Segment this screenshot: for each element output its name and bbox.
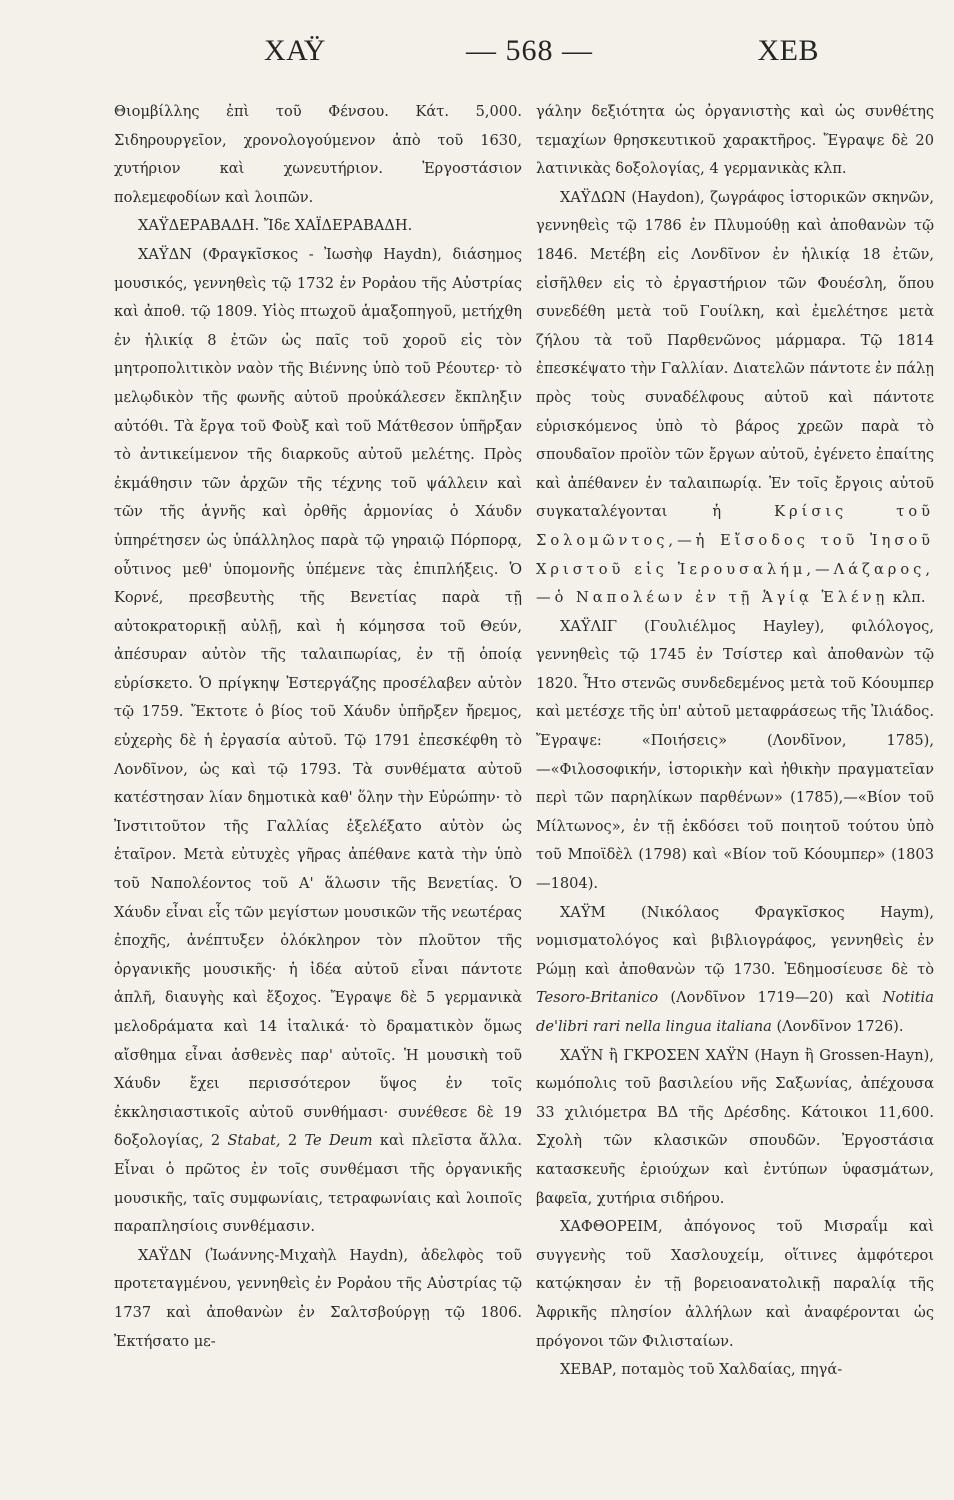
running-head-left: ΧΑΫ: [264, 34, 326, 67]
entry-chafthoreim: ΧΑΦΘΟΡΕΙΜ, ἀπόγονος τοῦ Μισραΐμ καὶ συγγενὴς τοῦ Χασλουχείμ, οἵτινες ἀμφότεροι κατῴκησαν ἐν τῇ βορειοανατολικῇ παραλίᾳ τῆς Ἀφρικῆς πλησίον ἀλλήλων καὶ ἀναφέρονται ὡς πρόγονοι τῶν Φιλισταίων.: [536, 1218, 934, 1350]
italic-tesoro-britanico: Tesoro-Britanico: [536, 989, 659, 1007]
text-fragment: 2: [280, 1132, 305, 1150]
paragraph-continuation: γάλην δεξιότητα ὡς ὀργανιστὴς καὶ ὡς συνθέτης τεμαχίων θρησκευτικοῦ χαρακτῆρος. Ἔγραψε δὲ 20 λατινικὰς δοξολογίας, 4 γερμανικὰς κλπ.: [536, 103, 934, 178]
right-column: [536, 98, 934, 1385]
spaced-works-list: ἡ Κρίσις τοῦ Σολομῶντος,—ἡ Εἴσοδος τοῦ Ἰησοῦ Χριστοῦ εἰς Ἱερουσαλήμ,—Λάζαρος,—ὁ Ναπολέων ἐν τῇ Ἁγίᾳ Ἑλένῃ: [536, 503, 934, 607]
entry-chaideravadi: ΧΑΫΔΕΡΑΒΑΔΗ. Ἴδε ΧΑΪΔΕΡΑΒΑΔΗ.: [138, 217, 413, 235]
paragraph-continuation: Θιομβίλλης ἐπὶ τοῦ Φένσου. Κάτ. 5,000. Σιδηρουργεῖον, χρονολογούμενον ἀπὸ τοῦ 1630, χυτήριον καὶ χωνευτήριον. Ἐργοστάσιον πολεμεφοδίων καὶ λοιπῶν.: [114, 103, 522, 206]
entry-haydn-joseph: [114, 241, 522, 1242]
italic-te-deum: Te Deum: [304, 1132, 373, 1150]
entry-hayn: ΧΑΫΝ ἢ ΓΚΡΟΣΕΝ ΧΑΫΝ (Hayn ἢ Grossen-Hayn), κωμόπολις τοῦ βασιλείου νῆς Σαξωνίας, ἀπέχουσα 33 χιλιόμετρα ΒΔ τῆς Δρέσδης. Κάτοικοι 11,600. Σχολὴ τῶν κλασικῶν σπουδῶν. Ἐργοστάσια κατασκευῆς ἐριούχων καὶ ἐντύπων ὑφασμάτων, βαφεῖα, χυτήρια σιδήρου.: [536, 1046, 934, 1207]
text-fragment: (Λονδῖνον 1726).: [771, 1018, 904, 1035]
italic-notitia: Notitia de'libri rari nella lingua italiana: [536, 989, 934, 1035]
text-fragment: καὶ πλεῖστα ἄλλα. Εἶναι ὁ πρῶτος ἐν τοῖς συνθέμασι τῆς ὀργανικῆς μουσικῆς, ταῖς συμφωνίαις, τετραφωνίαις καὶ λοιποῖς παραπλησίοις συνθέμασιν.: [114, 1132, 522, 1236]
entry-haydon: [536, 184, 934, 613]
entry-hayley: ΧΑΫΛΙΓ (Γουλιέλμος Hayley), φιλόλογος, γεννηθεὶς τῷ 1745 ἐν Τσίστερ καὶ ἀποθανὼν τῷ 1820. Ἦτο στενῶς συνδεδεμένος μετὰ τοῦ Κόουμπερ καὶ μετέσχε τῆς ὑπ' αὐτοῦ μεταφράσεως τῆς Ἰλιάδος. Ἔγραψε: «Ποιήσεις» (Λονδῖνον, 1785),—«Φιλοσοφικήν, ἱστορικὴν καὶ ἠθικὴν πραγματεῖαν περὶ τῶν παρηλίκων παρθένων» (1785),—«Βίον τοῦ Μίλτωνος», ἐν τῇ ἐκδόσει τοῦ ποιητοῦ τούτου ὑπὸ τοῦ Μποϊδὲλ (1798) καὶ «Βίον τοῦ Κόουμπερ» (1803—1804).: [536, 617, 934, 893]
page-header: [110, 34, 839, 82]
left-column: [114, 98, 522, 1356]
entry-haym: [536, 899, 934, 1042]
entry-haydn-michael: ΧΑΫΔΝ (Ἰωάννης-Μιχαὴλ Haydn), ἀδελφὸς τοῦ προτεταγμένου, γεννηθεὶς ἐν Ρορἀου τῆς Αὐστρίας τῷ 1737 καὶ ἀποθανὼν ἐν Σαλτσβούργῃ τῷ 1806. Ἐκτήσατο με-: [114, 1246, 522, 1350]
text-fragment: (Λονδῖνον 1719—20) καὶ: [658, 989, 883, 1007]
italic-stabat: Stabat,: [227, 1132, 281, 1150]
page-number: — 568 —: [466, 34, 593, 67]
running-head-right: ΧΕΒ: [757, 34, 819, 67]
text-fragment: κλπ.: [888, 589, 926, 607]
entry-chevar: ΧΕΒΑΡ, ποταμὸς τοῦ Χαλδαίας, πηγά-: [560, 1361, 843, 1379]
entry-haydn-joseph-text: ΧΑΫΔΝ (Φραγκῖσκος - Ἰωσὴφ Haydn), διάσημος μουσικός, γεννηθεὶς τῷ 1732 ἐν Ρορἀου τῆς Αὐστρίας καὶ ἀποθ. τῷ 1809. Υἱὸς πτωχοῦ ἁμαξοπηγοῦ, μετήχθη ἐν ἡλικίᾳ 8 ἐτῶν ὡς παῖς τοῦ χοροῦ εἰς τὸν μητροπολιτικὸν ναὸν τῆς Βιέννης ὑπὸ τοῦ Ρέουτερ· τὸ μελῳδικὸν τῆς φωνῆς αὐτοῦ προὐκάλεσεν ἔκπληξιν αὐτόθι. Τὰ ἔργα τοῦ Φοὺξ καὶ τοῦ Μάτθεσον ὑπῆρξαν τὸ ἀντικείμενον τῆς διαρκοῦς αὐτοῦ μελέτης. Πρὸς ἐκμάθησιν τῶν ἀρχῶν τῆς τέχνης τοῦ ψάλλειν καὶ τῶν τῆς ἁγνῆς καὶ ὀρθῆς ἁρμονίας ὁ Χάυδν ὑπηρέτησεν ὡς ὑπάλληλος παρὰ τῷ γηραιῷ Πόρπορᾳ, οὗτινος μεθ' ὑπομονῆς ὑπέμενε τὰς ἐπιπλήξεις. Ὁ Κορνέ, πρεσβευτὴς τῆς Βενετίας παρὰ τῇ αὐτοκρατορικῇ αὐλῇ, καὶ ἡ κόμησσα τοῦ Θεύν, ἀπέσυραν αὐτὸν τῆς ταλαιπωρίας, ἐν τῇ ὁποίᾳ εὑρίσκετο. Ὁ πρίγκηψ Ἐστεργάζης προσέλαβεν αὐτὸν τῷ 1759. Ἔκτοτε ὁ βίος τοῦ Χάυδν ὑπῆρξεν ἤρεμος, εὐχερὴς δὲ ἡ ἐργασία αὐτοῦ. Τῷ 1791 ἐπεσκέφθη τὸ Λονδῖνον, ὡς καὶ τῷ 1793. Τὰ συνθέματα αὐτοῦ κατέστησαν λίαν δημοτικὰ καθ' ὅλην τὴν Εὐρώπην· τὸ Ἰνστιτοῦτον τῆς Γαλλίας ἐξελέξατο αὐτὸν ὡς ἑταῖρον. Μετὰ εὐτυχὲς γῆρας ἀπέθανε κατὰ τὴν ὑπὸ τοῦ Ναπολέοντος τοῦ Α' ἅλωσιν τῆς Βενετίας. Ὁ Χάυδν εἶναι εἷς τῶν μεγίστων μουσικῶν τῆς νεωτέρας ἐποχῆς, ἀνέπτυξεν ὁλόκληρον τὸν πλοῦτον τῆς ὀργανικῆς μουσικῆς· ἡ ἰδέα αὐτοῦ εἶναι πάντοτε ἁπλῆ, διαυγὴς καὶ ἔξοχος. Ἔγραψε δὲ 5 γερμανικὰ μελοδράματα καὶ 14 ἰταλικά· τὸ δραματικὸν ὅμως αἴσθημα εἶναι ἀσθενὲς παρ' αὐτοῖς. Ἡ μουσικὴ τοῦ Χάυδν ἔχει περισσότερον ὕψος ἐν τοῖς ἐκκλησιαστικοῖς αὐτοῦ συνθήμασι· συνέθεσε δὲ 19 δοξολογίας, 2: [114, 245, 522, 1150]
entry-haydon-text: ΧΑΫΔΩΝ (Haydon), ζωγράφος ἱστορικῶν σκηνῶν, γεννηθεὶς τῷ 1786 ἐν Πλυμούθῃ καὶ ἀποθανὼν τῷ 1846. Μετέβη εἰς Λονδῖνον ἐν ἡλικίᾳ 18 ἐτῶν, εἰσῆλθεν εἰς τὸ ἐργαστήριον τῶν Φουέσλη, ὅπου συνεδέθη μετὰ τοῦ Γουίλκη, καὶ ἐμελέτησε μετὰ ζήλου τὰ τοῦ Παρθενῶνος μάρμαρα. Τῷ 1814 ἐπεσκέψατο τὴν Γαλλίαν. Διατελῶν πάντοτε ἐν πάλῃ πρὸς τοὺς συναδέλφους αὐτοῦ καὶ πάντοτε εὑρισκόμενος ὑπὸ τὸ βάρος χρεῶν παρὰ τὸ σπουδαῖον προϊὸν τῶν ἔργων αὐτοῦ, ἐγένετο ἐπαίτης καὶ ἀπέθανεν ἐν ταλαιπωρίᾳ. Ἐν τοῖς ἔργοις αὐτοῦ συγκαταλέγονται: [536, 188, 934, 521]
entry-haym-text: ΧΑΫΜ (Νικόλαος Φραγκῖσκος Haym), νομισματολόγος καὶ βιβλιογράφος, γεννηθεὶς ἐν Ρώμῃ καὶ ἀποθανὼν τῷ 1730. Ἐδημοσίευσε δὲ τὸ: [536, 903, 934, 978]
